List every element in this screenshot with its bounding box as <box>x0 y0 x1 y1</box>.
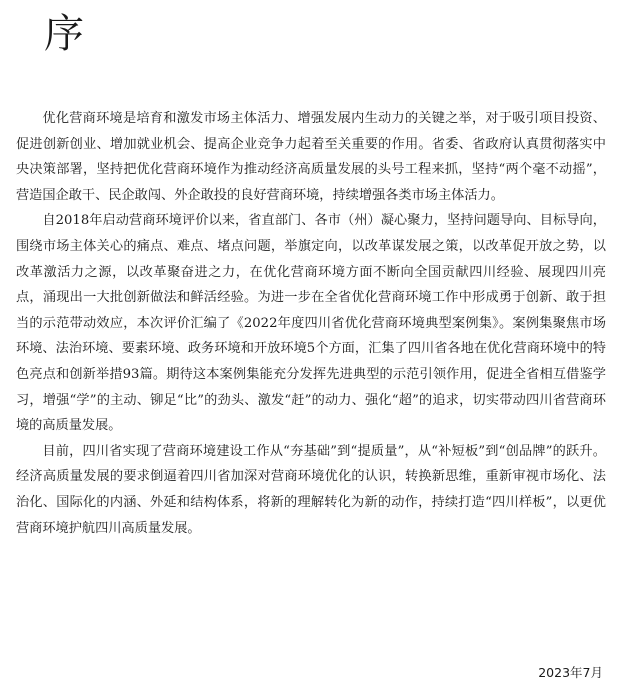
page-title: 序 <box>44 11 84 57</box>
paragraph-1: 优化营商环境是培育和激发市场主体活力、增强发展内生动力的关键之举，对于吸引项目投资、促进创新创业、增加就业机会、提高企业竞争力起着至关重要的作用。省委、省政府认真贯彻落实中央决策部署，坚持把优化营商环境作为推动经济高质量发展的头号工程来抓，坚持“两个毫不动摇”，营造国企敢干、民企敢闯、外企敢投的良好营商环境，持续增强各类市场主体活力。 <box>16 111 606 203</box>
preface-body <box>16 106 606 541</box>
paragraph-2: 自2018年启动营商环境评价以来，省直部门、各市（州）凝心聚力，坚持问题导向、目标导向，围绕市场主体关心的痛点、难点、堵点问题，举旗定向，以改革谋发展之策，以改革促开放之势，以改革激活力之源，以改革聚奋进之力，在优化营商环境方面不断向全国贡献四川经验、展现四川亮点，涌现出一大批创新做法和鲜活经验。为进一步在全省优化营商环境工作中形成勇于创新、敢于担当的示范带动效应，本次评价汇编了《2022年度四川省优化营商环境典型案例集》。案例集聚焦市场环境、法治环境、要素环境、政务环境和开放环境5个方面，汇集了四川省各地在优化营商环境中的特色亮点和创新举措93篇。期待这本案例集能充分发挥先进典型的示范引领作用，促进全省相互借鉴学习，增强“学”的主动、铆足“比”的劲头、激发“赶”的动力、强化“超”的追求，切实带动四川省营商环境的高质量发展。 <box>16 213 606 434</box>
document-date: 2023年7月 <box>538 665 603 680</box>
paragraph-3: 目前，四川省实现了营商环境建设工作从“夯基础”到“提质量”，从“补短板”到“创品牌”的跃升。经济高质量发展的要求倒逼着四川省加深对营商环境优化的认识，转换新思维，重新审视市场化、法治化、国际化的内涵、外延和结构体系，将新的理解转化为新的动作，持续打造“四川样板”，以更优营商环境护航四川高质量发展。 <box>16 443 606 536</box>
